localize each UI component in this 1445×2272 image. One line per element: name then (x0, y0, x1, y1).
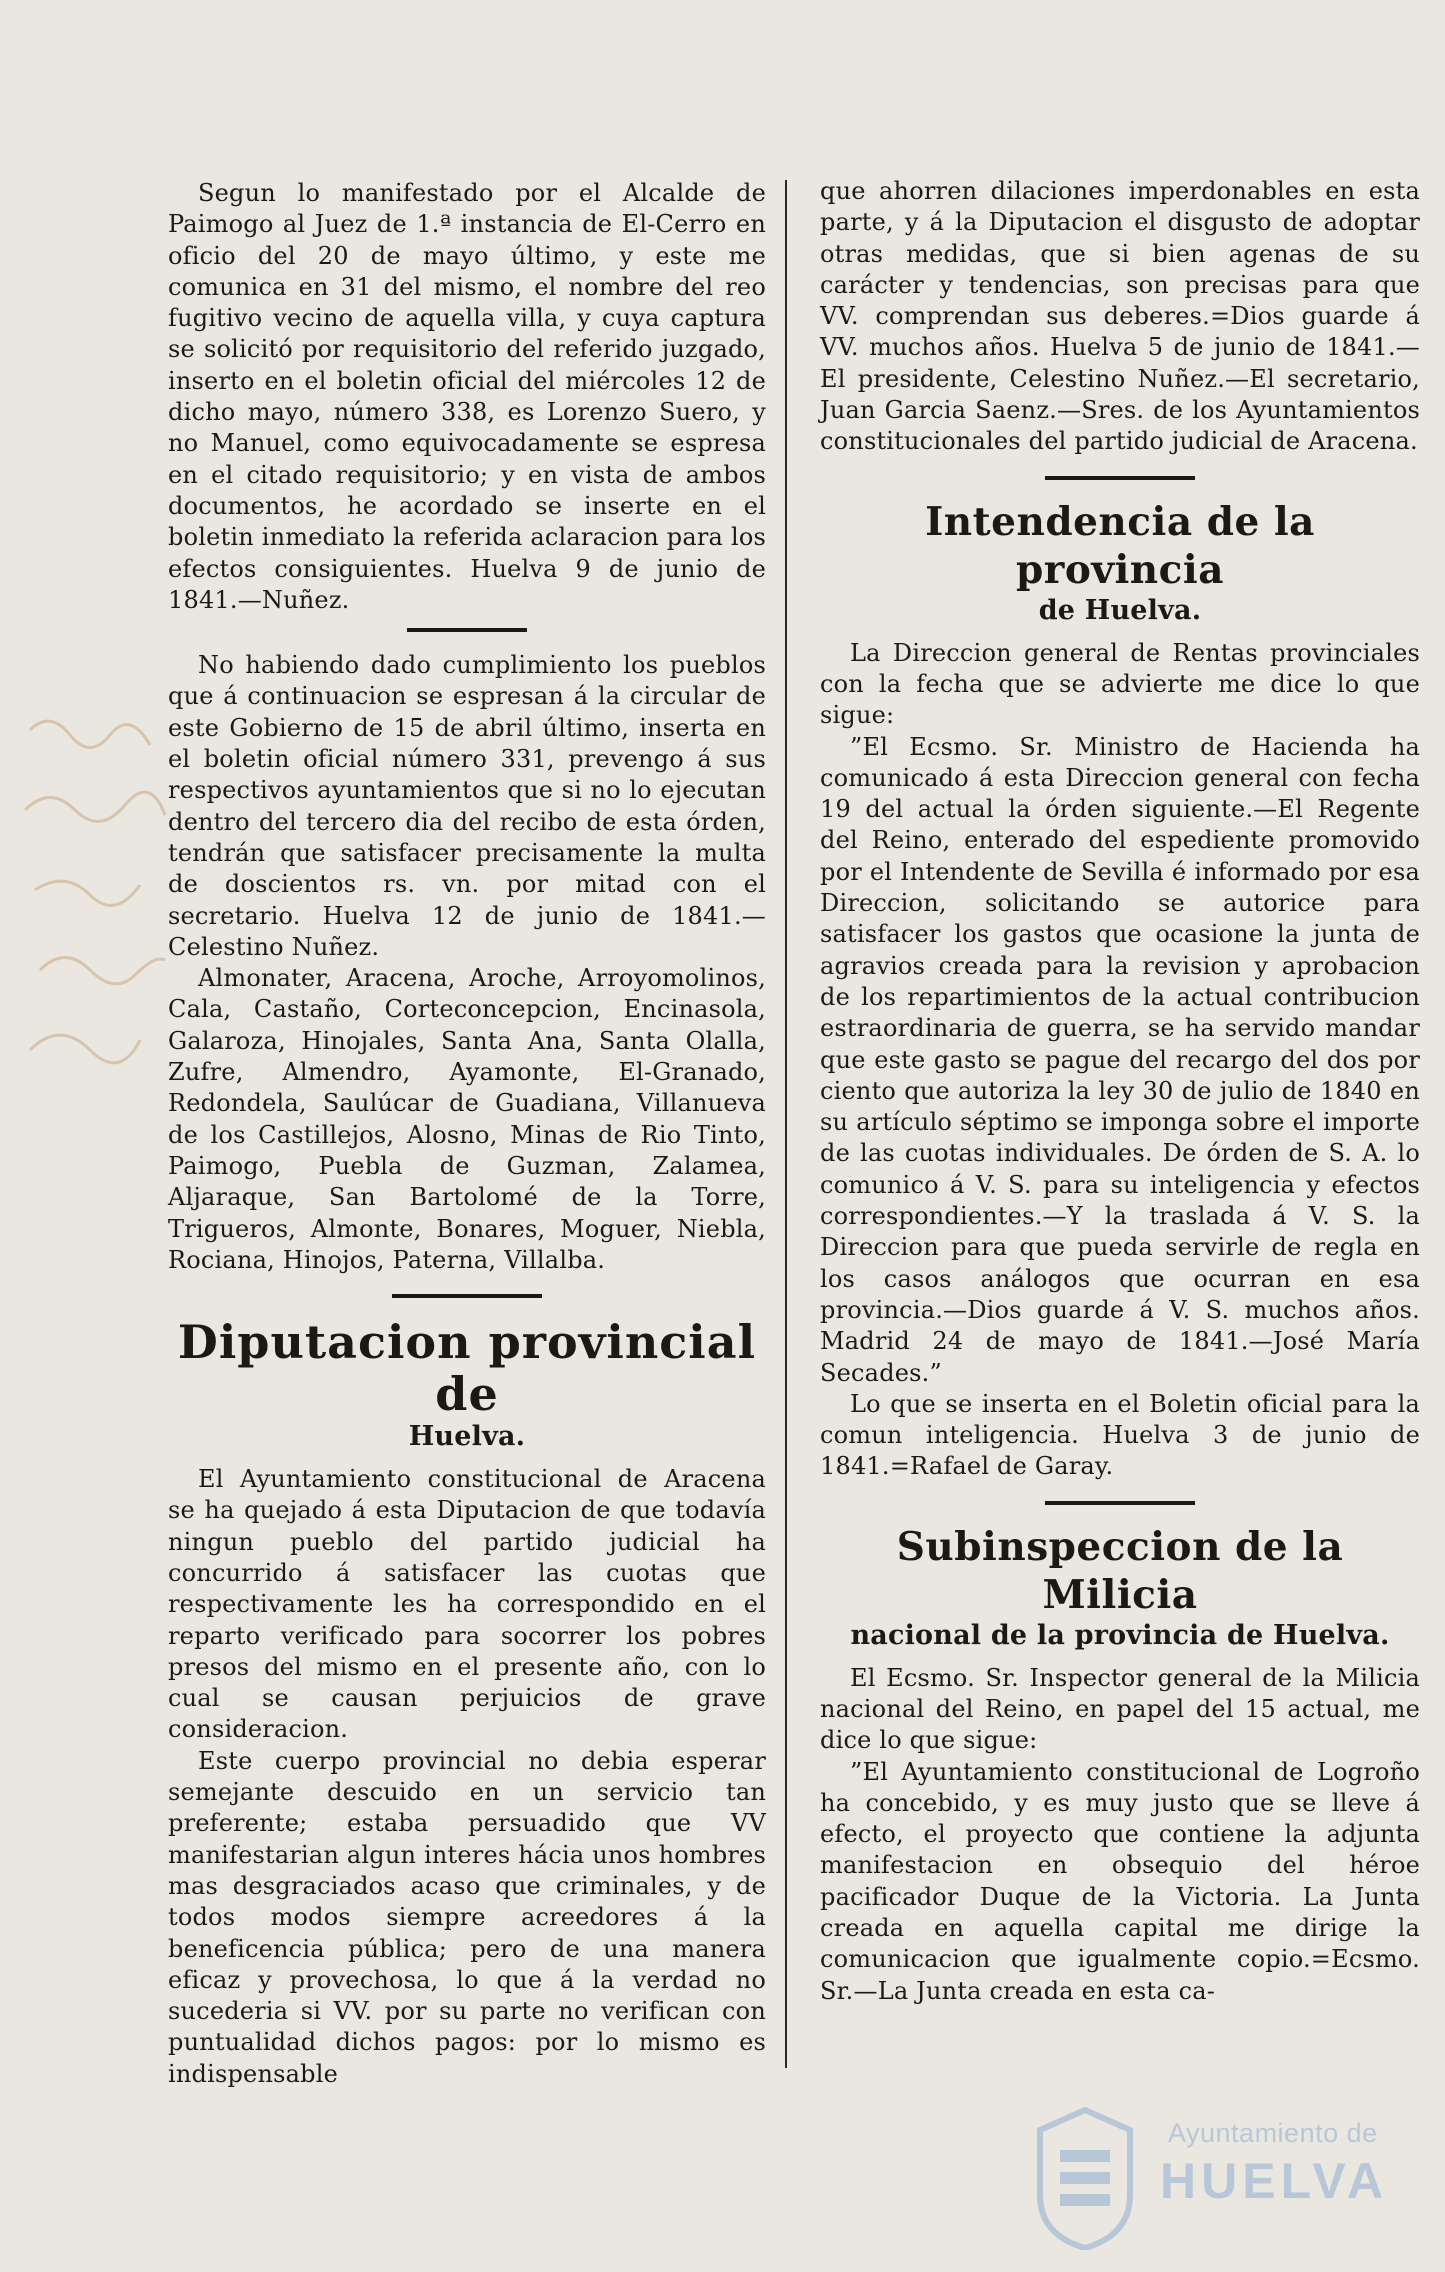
notice-cuerpo-provincial: Este cuerpo provincial no debia esperar semejante descuido en un servicio tan preferente; estaba persuadido que VV manifestarian algun interes hácia unos hombres mas desgraciados acaso que criminales, y de todos modos siempre acreedores á la beneficencia pública; pero de una manera eficaz y provechosa, lo que á la verdad no sucederia si VV. por su parte no verifican con puntualidad dichos pagos: por lo mismo es indispensable (168, 1746, 766, 2088)
notice-continuation: que ahorren dilaciones imperdonables en esta parte, y á la Diputacion el disgusto de adoptar otras medidas, que si bien agenas de su carácter y tendencias, son precisas para que VV. comprendan sus deberes.=Dios guarde á VV. muchos años. Huelva 5 de junio de 1841.—El presidente, Celestino Nuñez.—El secretario, Juan Garcia Saenz.—Sres. de los Ayuntamientos constitucionales del partido judicial de Aracena. (820, 177, 1420, 456)
notice-logrono: ”El Ayuntamiento constitucional de Logroño ha concebido, y es muy justo que se lleve á efecto, el proyecto que contiene la adjunta manifestacion en obsequio del héroe pacificador Duque de la Victoria. La Junta creada en aquella capital me dirige la comunicacion que igualmente copio.=Ecsmo. Sr.—La Junta creada en esta ca- (820, 1757, 1420, 2005)
notice-ministro-hacienda: ”El Ecsmo. Sr. Ministro de Hacienda ha comunicado á esta Direccion general con fecha 19 del actual la órden siguiente.—El Regente del Reino, enterado del espediente promovido por el Intendente de Sevilla é informado por esa Direccion, solicitando se autorice para satisfacer los gastos que ocasione la junta de agravios creada para la revision y aprobacion de los repartimientos de la actual contribucion estraordinaria de guerra, se ha servido mandar que este gasto se pague del recargo del dos por ciento que autoriza la ley 30 de julio de 1840 en su artículo séptimo se imponga sobre el importe de las cuotas individuales. De órden de S. A. lo comunico á V. S. para su inteligencia y efectos correspondientes.—Y la traslada á V. S. la Direccion para que pueda servirle de regla en los casos análogos que ocurran en esa provincia.—Dios guarde á V. S. muchos años. Madrid 24 de mayo de 1841.—José María Secades.” (820, 732, 1420, 1387)
section-divider (1045, 476, 1195, 480)
coat-of-arms-icon (1030, 2100, 1140, 2250)
subheading-milicia: nacional de la provincia de Huelva. (850, 1619, 1390, 1651)
left-column (168, 178, 766, 2090)
notice-rentas-intro: La Direccion general de Rentas provinciales con la fecha que se advierte me dice lo que sigue: (820, 638, 1420, 730)
notice-paimogo: Segun lo manifestado por el Alcalde de Paimogo al Juez de 1.ª instancia de El-Cerro en oficio del 20 de mayo último, y este me comunica en 31 del mismo, el nombre del reo fugitivo vecino de aquella villa, y cuya captura se solicitó por requisitorio del referido juzgado, inserto en el boletin oficial del miércoles 12 de dicho mayo, número 338, es Lorenzo Suero, y no Manuel, como equivocadamente se espresa en el citado requisitorio; y en vista de ambos documentos, he acordado se inserte en el boletin inmediato la referida aclaracion para los efectos consiguientes. Huelva 9 de junio de 1841.—Nuñez. (168, 179, 766, 614)
column-divider (785, 180, 787, 2068)
notice-inspector-intro: El Ecsmo. Sr. Inspector general de la Milicia nacional del Reino, en papel del 15 actual, me dice lo que sigue: (820, 1663, 1420, 1755)
list-of-towns: Almonater, Aracena, Aroche, Arroyomolinos, Cala, Castaño, Corteconcepcion, Encinasola, Galaroza, Hinojales, Santa Ana, Santa Olalla, Zufre, Almendro, Ayamonte, El-Granado, Redondela, Saulúcar de Guadiana, Villanueva de los Castillejos, Alosno, Minas de Rio Tinto, Paimogo, Puebla de Guzman, Zalamea, Aljaraque, San Bartolomé de la Torre, Trigueros, Almonte, Bonares, Moguer, Niebla, Rociana, Hinojos, Paterna, Villalba. (168, 964, 766, 1274)
notice-multa: No habiendo dado cumplimiento los pueblos que á continuacion se espresan á la circular de este Gobierno de 15 de abril último, inserta en el boletin oficial número 331, prevengo á sus respectivos ayuntamientos que si no lo ejecutan dentro del tercero dia del recibo de esta órden, tendrán que satisfacer precisamente la multa de doscientos rs. vn. por mitad con el secretario. Huelva 12 de junio de 1841.—Celestino Nuñez. (168, 651, 766, 961)
section-divider (1045, 1501, 1195, 1505)
right-column (820, 176, 1420, 2007)
watermark-line2: HUELVA (1160, 2153, 1389, 2209)
watermark-line1: Ayuntamiento de (1168, 2118, 1378, 2148)
section-divider (392, 1294, 542, 1298)
notice-boletin-garay: Lo que se inserta en el Boletin oficial para la comun inteligencia. Huelva 3 de junio de 1841.=Rafael de Garay. (820, 1389, 1420, 1481)
marginal-handwriting (20, 700, 170, 1120)
notice-aracena: El Ayuntamiento constitucional de Aracena se ha quejado á esta Diputacion de que todavía ningun pueblo del partido judicial ha concurrido á satisfacer las cuotas que respectivamente les ha correspondido en el reparto verificado para socorrer los pobres presos del mismo en el presente año, con lo cual se causan perjuicios de grave consideracion. (168, 1465, 766, 1744)
subheading-de-huelva: de Huelva. (1038, 594, 1202, 626)
heading-intendencia: Intendencia de la provincia (925, 498, 1315, 593)
section-divider (407, 628, 527, 632)
heading-diputacion: Diputacion provincial de (177, 1315, 757, 1422)
ayuntamiento-huelva-watermark (1030, 2100, 1420, 2270)
heading-subinspeccion: Subinspeccion de la Milicia (896, 1523, 1344, 1618)
subheading-huelva: Huelva. (408, 1421, 526, 1453)
